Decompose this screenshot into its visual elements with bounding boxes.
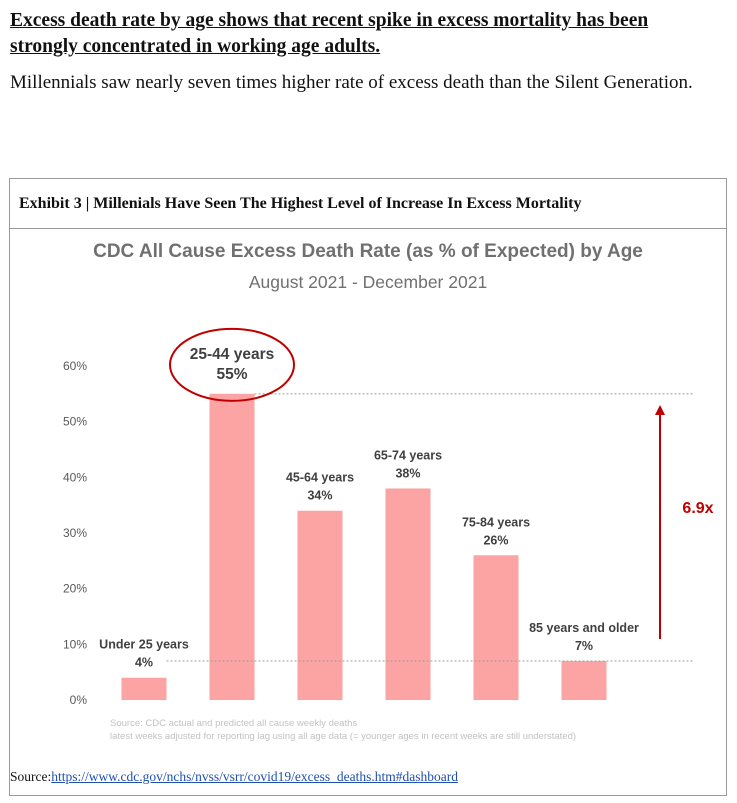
chart-subtitle: August 2021 - December 2021 [248,272,488,292]
summary-text: Millennials saw nearly seven times higher rate of excess death than the Silent Generation. [10,72,693,93]
y-tick-label: 60% [62,359,87,373]
data-label: 26% [483,533,509,548]
data-label: 4% [134,655,154,670]
headline: Excess death rate by age shows that recent spike in excess mortality has been strongly concentrated in working age adults. [10,10,649,57]
source-link[interactable]: https://www.cdc.gov/nchs/nvss/vsrr/covid19/excess_deaths.htm#dashboard [51,769,458,784]
chart-source-note [110,717,720,743]
exhibit-title: Exhibit 3 | Millenials Have Seen The Highest Level of Increase In Excess Mortality [10,179,726,229]
category-label: 85 years and older [529,621,639,636]
category-label: 65-74 years [373,448,443,463]
category-label: 45-64 years [285,470,355,485]
category-label: 25-44 years [189,345,275,363]
bar [298,511,343,700]
y-tick-label: 0% [69,693,87,707]
multiplier-arrow-head [655,405,665,415]
data-label: 55% [216,365,248,383]
bar [474,555,519,700]
chart-title: CDC All Cause Excess Death Rate (as % of Expected) by Age [93,241,643,262]
source-line [10,769,726,785]
y-tick-label: 10% [62,637,87,652]
y-tick-label: 30% [62,526,87,540]
y-tick-label: 50% [62,414,87,429]
highlight-circle [170,329,294,401]
y-tick-label: 20% [62,581,87,596]
bar [210,394,255,700]
data-label: 7% [574,639,594,654]
data-label: 38% [395,466,421,481]
category-label: 75-84 years [461,515,531,530]
multiplier-label: 6.9x [682,500,714,517]
exhibit-panel [9,178,727,796]
source-label: Source: [10,769,52,784]
chart-source-line-1: Source: CDC actual and predicted all cause weekly deaths [110,718,358,729]
data-label: 34% [307,488,333,503]
bar [562,661,607,700]
y-tick-label: 40% [62,470,87,485]
chart-source-line-2: latest weeks adjusted for reporting lag using all age data (= younger ages in recent weeks are still understated) [110,731,577,742]
category-label: Under 25 years [99,637,189,652]
bar [386,488,431,700]
bar [122,678,167,700]
